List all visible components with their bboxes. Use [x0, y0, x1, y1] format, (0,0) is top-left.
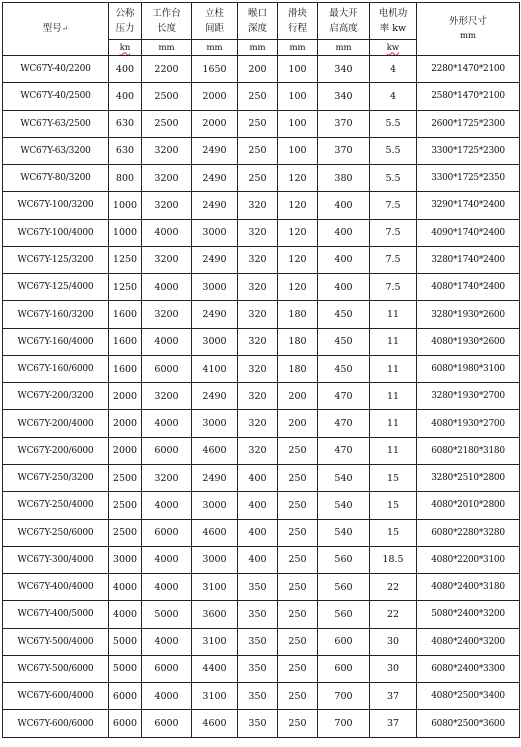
cell-stroke: 100 [278, 110, 318, 137]
cell-force: 2500 [109, 492, 142, 519]
cell-force: 1250 [109, 246, 142, 273]
cell-throat: 250 [238, 137, 278, 164]
cell-table-len: 3200 [142, 137, 192, 164]
cell-stroke: 200 [278, 410, 318, 437]
cell-dims: 4090*1740*2400 [417, 219, 520, 246]
cell-stroke: 250 [278, 437, 318, 464]
cell-power: 7.5 [370, 192, 417, 219]
cell-dims: 4080*1930*2700 [417, 410, 520, 437]
press-brake-spec-table [2, 2, 520, 738]
cell-stroke: 250 [278, 546, 318, 573]
header-table-length [142, 3, 192, 40]
cell-column-gap: 4400 [192, 655, 238, 682]
header-table-length-line1: 工作台 [152, 8, 181, 19]
cell-model: WC67Y-160/3200 [3, 301, 109, 328]
cell-throat: 320 [238, 355, 278, 382]
cell-power: 5.5 [370, 165, 417, 192]
cell-force: 4000 [109, 601, 142, 628]
cell-model: WC67Y-63/2500 [3, 110, 109, 137]
cell-open-height: 400 [318, 246, 370, 273]
cell-open-height: 400 [318, 219, 370, 246]
cell-table-len: 5000 [142, 601, 192, 628]
cell-table-len: 2500 [142, 83, 192, 110]
cell-open-height: 600 [318, 655, 370, 682]
cell-open-height: 470 [318, 383, 370, 410]
cell-stroke: 180 [278, 301, 318, 328]
cell-throat: 320 [238, 383, 278, 410]
header-open-height [318, 3, 370, 40]
unit-power-text: kw [386, 42, 400, 53]
cell-throat: 350 [238, 710, 278, 737]
cell-table-len: 4000 [142, 410, 192, 437]
cell-model: WC67Y-40/2200 [3, 56, 109, 83]
header-open-height-line1: 最大开 [329, 8, 358, 19]
cell-throat: 250 [238, 165, 278, 192]
table-row [3, 492, 520, 519]
header-force-line1: 公称 [115, 8, 135, 19]
table-row [3, 110, 520, 137]
cell-open-height: 560 [318, 574, 370, 601]
cell-stroke: 100 [278, 83, 318, 110]
cell-open-height: 340 [318, 56, 370, 83]
cell-dims: 2600*1725*2300 [417, 110, 520, 137]
cell-open-height: 540 [318, 464, 370, 491]
header-power-line1: 电机功 [378, 8, 408, 19]
cell-throat: 350 [238, 574, 278, 601]
cell-power: 5.5 [370, 110, 417, 137]
cell-model: WC67Y-600/6000 [3, 710, 109, 737]
cell-table-len: 3200 [142, 301, 192, 328]
cell-open-height: 370 [318, 137, 370, 164]
cell-throat: 320 [238, 274, 278, 301]
unit-open-height [318, 40, 370, 56]
cell-table-len: 4000 [142, 628, 192, 655]
cell-stroke: 250 [278, 492, 318, 519]
cell-open-height: 370 [318, 110, 370, 137]
cell-throat: 320 [238, 301, 278, 328]
cell-power: 18.5 [370, 546, 417, 573]
cell-column-gap: 2000 [192, 83, 238, 110]
cell-dims: 6080*2500*3600 [417, 710, 520, 737]
cell-column-gap: 4600 [192, 437, 238, 464]
table-row [3, 355, 520, 382]
cell-column-gap: 3600 [192, 601, 238, 628]
cell-table-len: 4000 [142, 546, 192, 573]
cell-dims: 3280*1930*2700 [417, 383, 520, 410]
table-row [3, 192, 520, 219]
cell-column-gap: 2490 [192, 383, 238, 410]
header-throat [238, 3, 278, 40]
cell-column-gap: 4600 [192, 519, 238, 546]
unit-open-height-text: mm [335, 42, 352, 53]
cell-throat: 350 [238, 628, 278, 655]
cell-force: 1000 [109, 219, 142, 246]
cell-throat: 200 [238, 56, 278, 83]
cell-model: WC67Y-500/6000 [3, 655, 109, 682]
cell-throat: 320 [238, 192, 278, 219]
cell-table-len: 4000 [142, 219, 192, 246]
cell-throat: 250 [238, 110, 278, 137]
cell-table-len: 4000 [142, 492, 192, 519]
cell-stroke: 180 [278, 328, 318, 355]
cell-dims: 6080*2280*3280 [417, 519, 520, 546]
cell-open-height: 560 [318, 546, 370, 573]
cell-model: WC67Y-400/5000 [3, 601, 109, 628]
cell-table-len: 6000 [142, 710, 192, 737]
cell-throat: 320 [238, 328, 278, 355]
cell-table-len: 6000 [142, 355, 192, 382]
unit-stroke [278, 40, 318, 56]
cell-model: WC67Y-160/6000 [3, 355, 109, 382]
header-force-line2: 压力 [115, 23, 135, 34]
cell-table-len: 6000 [142, 655, 192, 682]
cell-power: 11 [370, 383, 417, 410]
header-model-label: 型号 [42, 23, 62, 34]
header-dims-unit: mm [459, 31, 477, 41]
table-row [3, 628, 520, 655]
cell-model: WC67Y-300/4000 [3, 546, 109, 573]
cell-power: 4 [370, 56, 417, 83]
cell-dims: 4080*1740*2400 [417, 274, 520, 301]
cell-open-height: 450 [318, 355, 370, 382]
unit-table-length-text: mm [158, 42, 175, 53]
cell-table-len: 6000 [142, 519, 192, 546]
cell-dims: 3280*1740*2400 [417, 246, 520, 273]
cell-open-height: 700 [318, 710, 370, 737]
cell-force: 630 [109, 110, 142, 137]
cell-power: 11 [370, 355, 417, 382]
cell-table-len: 4000 [142, 274, 192, 301]
cell-model: WC67Y-63/3200 [3, 137, 109, 164]
cell-table-len: 3200 [142, 464, 192, 491]
table-row [3, 519, 520, 546]
cell-force: 800 [109, 165, 142, 192]
cell-open-height: 400 [318, 274, 370, 301]
cell-stroke: 250 [278, 519, 318, 546]
cell-throat: 350 [238, 655, 278, 682]
cell-open-height: 700 [318, 683, 370, 710]
header-dims-label: 外形尺寸 [448, 16, 487, 27]
table-row [3, 464, 520, 491]
cell-model: WC67Y-200/4000 [3, 410, 109, 437]
cell-table-len: 4000 [142, 328, 192, 355]
header-column-gap [192, 3, 238, 40]
cell-power: 11 [370, 301, 417, 328]
cell-force: 2500 [109, 519, 142, 546]
cell-throat: 320 [238, 246, 278, 273]
cell-throat: 320 [238, 437, 278, 464]
cell-open-height: 450 [318, 328, 370, 355]
table-row [3, 574, 520, 601]
cell-throat: 400 [238, 492, 278, 519]
cell-column-gap: 3000 [192, 410, 238, 437]
cell-open-height: 540 [318, 519, 370, 546]
cell-table-len: 3200 [142, 383, 192, 410]
cell-power: 11 [370, 410, 417, 437]
cell-stroke: 250 [278, 710, 318, 737]
cell-force: 5000 [109, 655, 142, 682]
cell-stroke: 100 [278, 56, 318, 83]
table-row [3, 410, 520, 437]
cell-force: 2500 [109, 464, 142, 491]
table-row [3, 383, 520, 410]
cell-column-gap: 2000 [192, 110, 238, 137]
table-row [3, 219, 520, 246]
cell-column-gap: 1650 [192, 56, 238, 83]
cell-power: 7.5 [370, 246, 417, 273]
cell-force: 5000 [109, 628, 142, 655]
table-row [3, 165, 520, 192]
cell-force: 2000 [109, 437, 142, 464]
cell-stroke: 250 [278, 628, 318, 655]
cell-power: 15 [370, 492, 417, 519]
cell-dims: 2280*1470*2100 [417, 56, 520, 83]
cell-throat: 400 [238, 464, 278, 491]
cell-model: WC67Y-40/2500 [3, 83, 109, 110]
cell-model: WC67Y-200/3200 [3, 383, 109, 410]
cell-table-len: 4000 [142, 574, 192, 601]
cell-model: WC67Y-400/4000 [3, 574, 109, 601]
unit-stroke-text: mm [289, 42, 306, 53]
cell-stroke: 120 [278, 192, 318, 219]
cell-model: WC67Y-100/4000 [3, 219, 109, 246]
cell-open-height: 540 [318, 492, 370, 519]
cell-power: 37 [370, 683, 417, 710]
cell-stroke: 180 [278, 355, 318, 382]
table-row [3, 137, 520, 164]
cell-stroke: 100 [278, 137, 318, 164]
cell-force: 6000 [109, 683, 142, 710]
unit-throat [238, 40, 278, 56]
cell-throat: 400 [238, 546, 278, 573]
cell-column-gap: 4100 [192, 355, 238, 382]
cell-open-height: 470 [318, 437, 370, 464]
table-row [3, 83, 520, 110]
table-row [3, 710, 520, 737]
cell-stroke: 120 [278, 165, 318, 192]
unit-column-gap-text: mm [206, 42, 223, 53]
cell-model: WC67Y-250/6000 [3, 519, 109, 546]
cell-column-gap: 2490 [192, 137, 238, 164]
unit-force-text: kn [119, 42, 131, 53]
header-column-gap-line2: 间距 [204, 23, 224, 34]
header-row-labels [3, 3, 520, 40]
header-column-gap-line1: 立柱 [204, 8, 224, 19]
header-throat-line2: 深度 [247, 23, 267, 34]
cell-dims: 6080*2180*3180 [417, 437, 520, 464]
cell-model: WC67Y-500/4000 [3, 628, 109, 655]
cell-power: 5.5 [370, 137, 417, 164]
cell-force: 1250 [109, 274, 142, 301]
table-row [3, 56, 520, 83]
cell-power: 7.5 [370, 274, 417, 301]
cell-throat: 320 [238, 219, 278, 246]
cell-dims: 4080*2400*3180 [417, 574, 520, 601]
cell-model: WC67Y-600/4000 [3, 683, 109, 710]
cell-force: 2000 [109, 410, 142, 437]
cell-model: WC67Y-125/3200 [3, 246, 109, 273]
cell-dims: 4080*2500*3400 [417, 683, 520, 710]
cell-open-height: 340 [318, 83, 370, 110]
header-power-line2: 率 kw [379, 23, 407, 34]
table-row [3, 246, 520, 273]
header-dims [417, 3, 520, 56]
cell-table-len: 2200 [142, 56, 192, 83]
cell-stroke: 120 [278, 219, 318, 246]
cell-dims: 3290*1740*2400 [417, 192, 520, 219]
cell-force: 400 [109, 83, 142, 110]
cell-column-gap: 2490 [192, 192, 238, 219]
cell-power: 15 [370, 464, 417, 491]
cell-column-gap: 3100 [192, 683, 238, 710]
cell-open-height: 400 [318, 192, 370, 219]
cell-dims: 6080*1980*3100 [417, 355, 520, 382]
cell-throat: 350 [238, 601, 278, 628]
cell-power: 22 [370, 574, 417, 601]
table-row [3, 601, 520, 628]
cell-column-gap: 2490 [192, 301, 238, 328]
cell-force: 4000 [109, 574, 142, 601]
cell-column-gap: 3000 [192, 274, 238, 301]
cell-model: WC67Y-160/4000 [3, 328, 109, 355]
cell-dims: 3280*1930*2600 [417, 301, 520, 328]
cell-throat: 350 [238, 683, 278, 710]
cell-table-len: 2500 [142, 110, 192, 137]
cell-stroke: 120 [278, 274, 318, 301]
cell-dims: 3300*1725*2350 [417, 165, 520, 192]
cell-power: 30 [370, 628, 417, 655]
cell-dims: 6080*2400*3300 [417, 655, 520, 682]
cell-open-height: 470 [318, 410, 370, 437]
cell-table-len: 6000 [142, 437, 192, 464]
cell-column-gap: 3100 [192, 628, 238, 655]
table-row [3, 546, 520, 573]
cell-dims: 4080*2400*3200 [417, 628, 520, 655]
table-row [3, 274, 520, 301]
table-row [3, 655, 520, 682]
cell-dims: 4080*2010*2800 [417, 492, 520, 519]
cell-power: 7.5 [370, 219, 417, 246]
header-throat-line1: 喉口 [247, 8, 267, 19]
unit-force [109, 40, 142, 56]
header-power [370, 3, 417, 40]
cell-dims: 3300*1725*2300 [417, 137, 520, 164]
cell-model: WC67Y-125/4000 [3, 274, 109, 301]
cell-force: 400 [109, 56, 142, 83]
cell-open-height: 600 [318, 628, 370, 655]
cell-stroke: 250 [278, 574, 318, 601]
table-body [3, 56, 520, 738]
unit-table-length [142, 40, 192, 56]
unit-throat-text: mm [249, 42, 266, 53]
cell-throat: 400 [238, 519, 278, 546]
header-model: 型号↵ [3, 3, 109, 56]
cell-power: 15 [370, 519, 417, 546]
cell-dims: 3280*2510*2800 [417, 464, 520, 491]
cell-force: 630 [109, 137, 142, 164]
header-stroke-line1: 滑块 [287, 8, 307, 19]
table-row [3, 683, 520, 710]
table-row [3, 301, 520, 328]
cell-model: WC67Y-200/6000 [3, 437, 109, 464]
cell-column-gap: 3000 [192, 219, 238, 246]
cell-table-len: 4000 [142, 683, 192, 710]
cell-power: 30 [370, 655, 417, 682]
cell-model: WC67Y-100/3200 [3, 192, 109, 219]
cell-force: 6000 [109, 710, 142, 737]
cell-column-gap: 2490 [192, 246, 238, 273]
cell-model: WC67Y-250/4000 [3, 492, 109, 519]
header-force [109, 3, 142, 40]
cell-stroke: 250 [278, 655, 318, 682]
cell-open-height: 450 [318, 301, 370, 328]
table-row [3, 437, 520, 464]
cell-stroke: 250 [278, 601, 318, 628]
cell-force: 2000 [109, 383, 142, 410]
header-open-height-line2: 启高度 [329, 23, 358, 34]
header-table-length-line2: 长度 [156, 23, 176, 34]
cell-force: 1600 [109, 301, 142, 328]
cell-force: 3000 [109, 546, 142, 573]
cell-dims: 2580*1470*2100 [417, 83, 520, 110]
cell-dims: 5080*2400*3200 [417, 601, 520, 628]
cell-stroke: 200 [278, 383, 318, 410]
cell-force: 1600 [109, 328, 142, 355]
cell-model: WC67Y-80/3200 [3, 165, 109, 192]
cell-column-gap: 2490 [192, 165, 238, 192]
cell-column-gap: 3100 [192, 574, 238, 601]
cell-column-gap: 3000 [192, 546, 238, 573]
cell-force: 1000 [109, 192, 142, 219]
cell-column-gap: 4600 [192, 710, 238, 737]
cell-power: 4 [370, 83, 417, 110]
unit-power [370, 40, 417, 56]
cell-throat: 320 [238, 410, 278, 437]
cell-dims: 4080*1930*2600 [417, 328, 520, 355]
cell-column-gap: 3000 [192, 328, 238, 355]
header-stroke-line2: 行程 [287, 23, 307, 34]
cell-power: 22 [370, 601, 417, 628]
cell-stroke: 250 [278, 683, 318, 710]
cell-table-len: 3200 [142, 165, 192, 192]
cell-dims: 4080*2200*3100 [417, 546, 520, 573]
cell-throat: 250 [238, 83, 278, 110]
unit-column-gap [192, 40, 238, 56]
header-stroke [278, 3, 318, 40]
cell-model: WC67Y-250/3200 [3, 464, 109, 491]
cell-column-gap: 2490 [192, 464, 238, 491]
cell-column-gap: 3000 [192, 492, 238, 519]
cell-table-len: 3200 [142, 246, 192, 273]
table-header [3, 3, 520, 56]
cell-stroke: 250 [278, 464, 318, 491]
table-row [3, 328, 520, 355]
cell-stroke: 120 [278, 246, 318, 273]
cell-power: 11 [370, 328, 417, 355]
cell-table-len: 3200 [142, 192, 192, 219]
cell-force: 1600 [109, 355, 142, 382]
cell-power: 37 [370, 710, 417, 737]
cell-power: 11 [370, 437, 417, 464]
cell-open-height: 380 [318, 165, 370, 192]
cell-open-height: 560 [318, 601, 370, 628]
